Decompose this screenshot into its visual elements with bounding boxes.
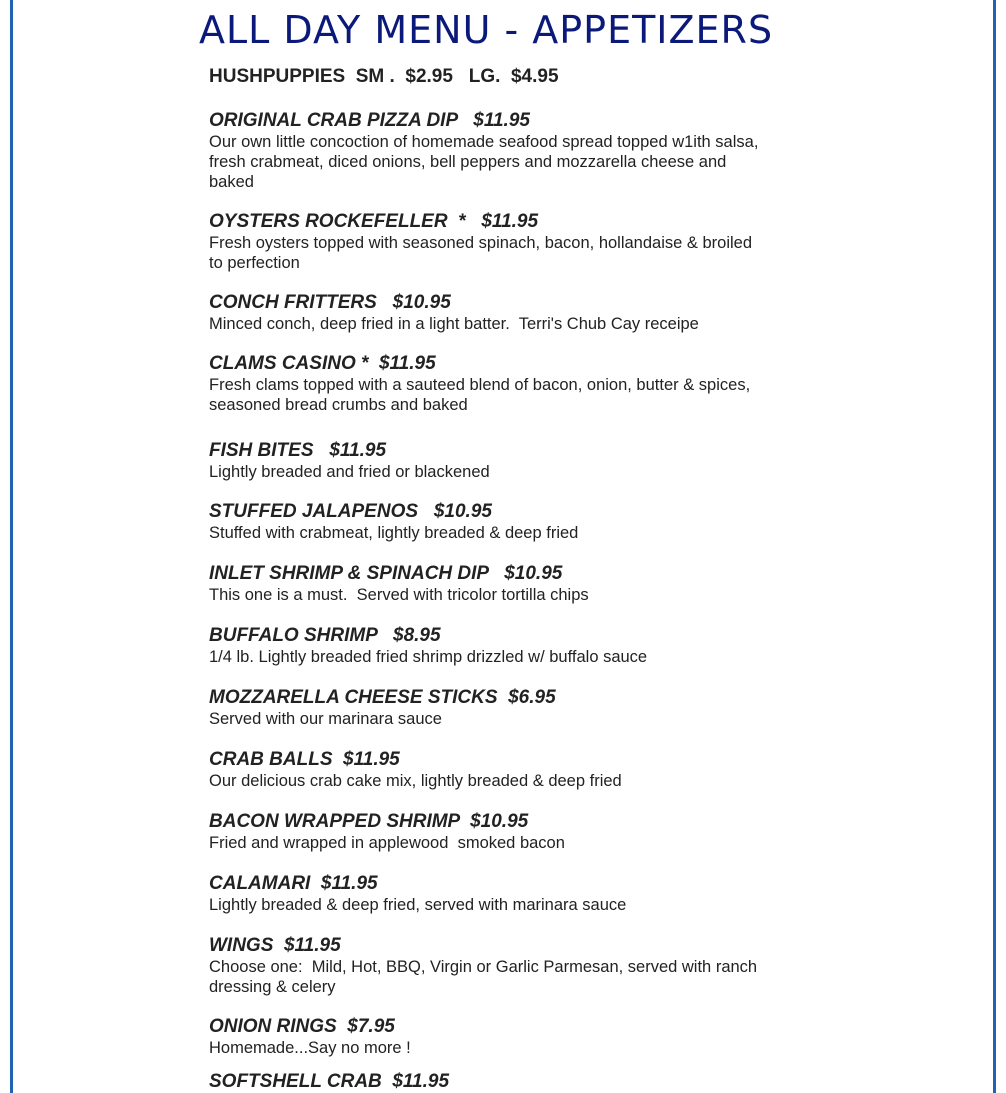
menu-item-description: Served with our marinara sauce bbox=[209, 710, 442, 728]
menu-item-name: ORIGINAL CRAB PIZZA DIP $11.95 bbox=[209, 110, 530, 131]
menu-item-description: Lightly breaded and fried or blackened bbox=[209, 463, 490, 481]
menu-item bbox=[209, 1016, 769, 1058]
menu-item-description: Choose one: Mild, Hot, BBQ, Virgin or Garlic Parmesan, served with ranch dressing & celery bbox=[209, 958, 762, 996]
menu-item-description: Fresh clams topped with a sauteed blend of bacon, onion, butter & spices, seasoned bread crumbs and baked bbox=[209, 376, 755, 414]
menu-item bbox=[209, 873, 769, 915]
menu-item-description: 1/4 lb. Lightly breaded fried shrimp drizzled w/ buffalo sauce bbox=[209, 648, 648, 666]
menu-item-name: INLET SHRIMP & SPINACH DIP $10.95 bbox=[209, 563, 563, 584]
menu-item bbox=[209, 353, 769, 415]
menu-item bbox=[209, 440, 769, 482]
appetizer-list bbox=[209, 66, 769, 1093]
menu-item-name: CALAMARI $11.95 bbox=[209, 873, 378, 894]
menu-page-frame bbox=[10, 0, 996, 1093]
menu-item-description: Lightly breaded & deep fried, served with marinara sauce bbox=[209, 896, 627, 914]
menu-item-name: WINGS $11.95 bbox=[209, 935, 341, 956]
menu-item bbox=[209, 625, 769, 667]
menu-item bbox=[209, 292, 769, 334]
menu-item-name: BUFFALO SHRIMP $8.95 bbox=[209, 625, 441, 646]
menu-item-description: This one is a must. Served with tricolor tortilla chips bbox=[209, 586, 589, 604]
menu-item bbox=[209, 110, 769, 192]
menu-item-description: Minced conch, deep fried in a light batter. Terri's Chub Cay receipe bbox=[209, 315, 699, 333]
menu-item bbox=[209, 811, 769, 853]
menu-item bbox=[209, 501, 769, 543]
menu-item-name: OYSTERS ROCKEFELLER * $11.95 bbox=[209, 211, 539, 232]
menu-item-name: CRAB BALLS $11.95 bbox=[209, 749, 400, 770]
menu-item-description: Homemade...Say no more ! bbox=[209, 1039, 411, 1057]
menu-item-name: BACON WRAPPED SHRIMP $10.95 bbox=[209, 811, 529, 832]
menu-item-name: HUSHPUPPIES SM . $2.95 LG. $4.95 bbox=[209, 66, 559, 87]
menu-item-description: Fresh oysters topped with seasoned spinach, bacon, hollandaise & broiled to perfection bbox=[209, 234, 757, 272]
menu-item-name: SOFTSHELL CRAB $11.95 bbox=[209, 1071, 450, 1092]
page-title: ALL DAY MENU - APPETIZERS bbox=[199, 8, 774, 52]
menu-item-description: Our own little concoction of homemade seafood spread topped w1ith salsa, fresh crabmeat, diced onions, bell peppers and mozzarella cheese and baked bbox=[209, 133, 764, 191]
menu-item bbox=[209, 66, 769, 88]
menu-item-description: Our delicious crab cake mix, lightly breaded & deep fried bbox=[209, 772, 622, 790]
menu-item-description: Fried and wrapped in applewood smoked bacon bbox=[209, 834, 565, 852]
menu-item bbox=[209, 935, 769, 997]
menu-item bbox=[209, 749, 769, 791]
menu-item-name: STUFFED JALAPENOS $10.95 bbox=[209, 501, 492, 522]
menu-item-name: FISH BITES $11.95 bbox=[209, 440, 387, 461]
menu-item-name: MOZZARELLA CHEESE STICKS $6.95 bbox=[209, 687, 556, 708]
menu-item-description: Stuffed with crabmeat, lightly breaded & deep fried bbox=[209, 524, 579, 542]
menu-item bbox=[209, 211, 769, 273]
menu-item bbox=[209, 687, 769, 729]
menu-item-name: CONCH FRITTERS $10.95 bbox=[209, 292, 451, 313]
menu-item bbox=[209, 563, 769, 605]
menu-item bbox=[209, 1071, 769, 1093]
menu-item-name: CLAMS CASINO * $11.95 bbox=[209, 353, 436, 374]
menu-item-name: ONION RINGS $7.95 bbox=[209, 1016, 395, 1037]
